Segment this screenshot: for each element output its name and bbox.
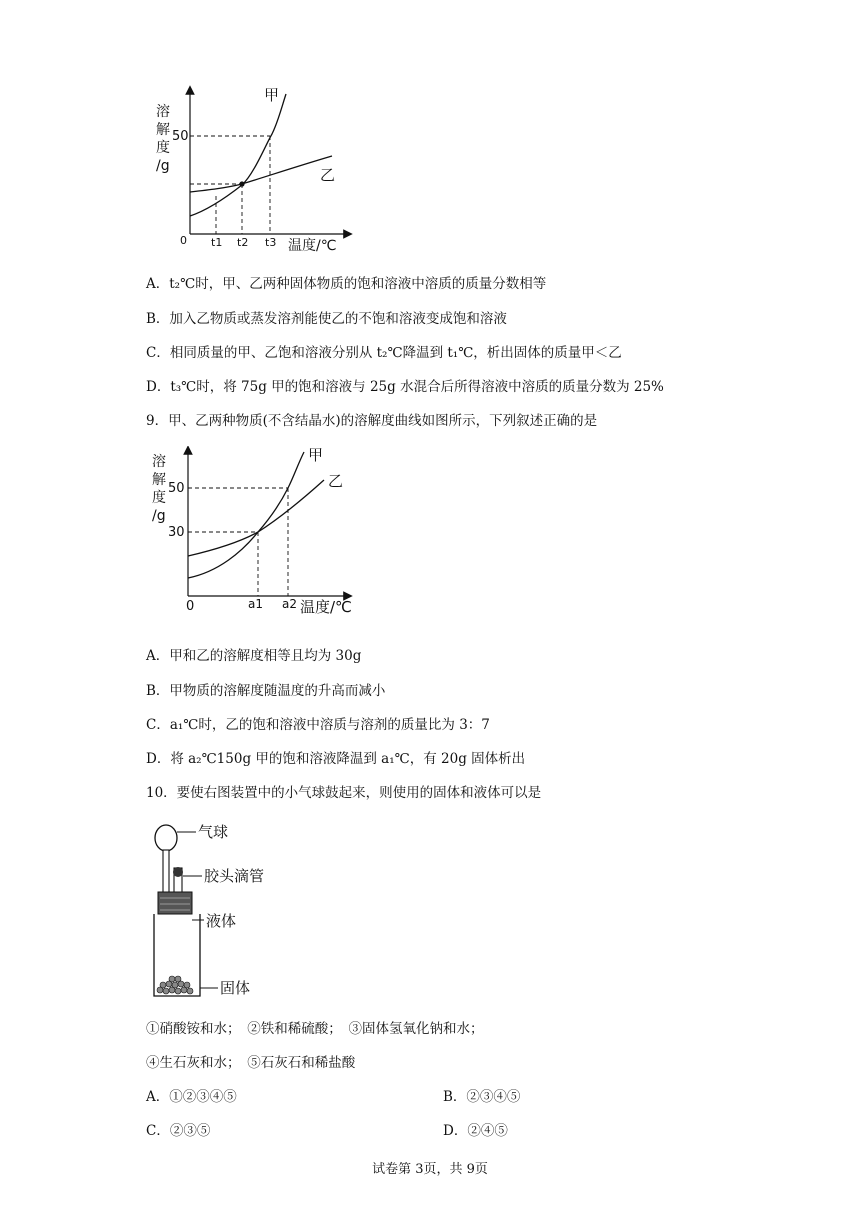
- solid-particles: [157, 976, 193, 994]
- q10-option-c: C．②③⑤: [146, 1123, 211, 1139]
- curve-yi: [188, 480, 324, 556]
- curve-jia: [190, 94, 286, 216]
- y-label-char: /g: [156, 158, 170, 174]
- q9-option-c: C．a₁℃时，乙的饱和溶液中溶质与溶剂的质量比为 3：7: [146, 717, 490, 733]
- curve-yi: [190, 156, 332, 192]
- series-label-jia: 甲: [308, 446, 324, 464]
- q8-option-b: B．加入乙物质或蒸发溶剂能使乙的不饱和溶液变成饱和溶液: [146, 311, 507, 327]
- x-tick-label: a2: [282, 597, 297, 611]
- q8-option-c: C．相同质量的甲、乙饱和溶液分别从 t₂℃降温到 t₁℃，析出固体的质量甲＜乙: [146, 345, 622, 361]
- q9-option-d: D．将 a₂℃150g 甲的饱和溶液降温到 a₁℃，有 20g 固体析出: [146, 751, 526, 767]
- solubility-chart-2: [148, 446, 358, 618]
- curve-jia: [188, 452, 304, 578]
- y-tick-label: 50: [168, 481, 185, 496]
- q10-stem: 10．要使右图装置中的小气球鼓起来，则使用的固体和液体可以是: [146, 785, 542, 801]
- y-label-char: /g: [152, 508, 166, 524]
- solubility-chart-1: [148, 84, 358, 256]
- y-label-char: 解: [156, 122, 170, 138]
- y-label-char: 度: [156, 140, 170, 156]
- stopper: [158, 892, 192, 914]
- q8-option-a: A．t₂℃时，甲、乙两种固体物质的饱和溶液中溶质的质量分数相等: [146, 276, 547, 292]
- x-axis-label: 温度/℃: [300, 598, 352, 616]
- q10-option-d: D．②④⑤: [443, 1123, 508, 1139]
- q10-choices-line-2: ④生石灰和水； ⑤石灰石和稀盐酸: [146, 1055, 356, 1071]
- series-label-jia: 甲: [264, 86, 280, 104]
- q10-option-b: B．②③④⑤: [443, 1089, 521, 1105]
- x-tick-label: a1: [248, 597, 263, 611]
- series-label-yi: 乙: [320, 166, 336, 184]
- page-footer: 试卷第 3页，共 9页: [372, 1162, 488, 1177]
- origin-label: 0: [180, 234, 187, 247]
- y-label-char: 度: [152, 490, 166, 506]
- origin-label: 0: [186, 599, 195, 614]
- intersection-point: [239, 181, 244, 186]
- label-dropper: 胶头滴管: [204, 867, 265, 885]
- label-balloon: 气球: [198, 823, 229, 841]
- q10-choices-line-1: ①硝酸铵和水； ②铁和稀硫酸； ③固体氢氧化钠和水；: [146, 1021, 484, 1037]
- q10-option-a: A．①②③④⑤: [146, 1089, 237, 1105]
- y-label-char: 解: [152, 472, 166, 488]
- label-liquid: 液体: [206, 912, 237, 930]
- label-solid: 固体: [220, 979, 251, 997]
- x-tick-label: t3: [265, 236, 277, 249]
- y-label-char: 溶: [156, 104, 170, 120]
- series-label-yi: 乙: [328, 472, 344, 490]
- y-tick-label: 30: [168, 525, 185, 540]
- y-label-char: 溶: [152, 454, 166, 470]
- q9-stem: 9．甲、乙两种物质(不含结晶水)的溶解度曲线如图所示，下列叙述正确的是: [146, 413, 598, 429]
- x-tick-label: t1: [211, 236, 223, 249]
- q9-option-a: A．甲和乙的溶解度相等且均为 30g: [146, 648, 362, 664]
- q8-option-d: D．t₃℃时，将 75g 甲的饱和溶液与 25g 水混合后所得溶液中溶质的质量分数为 25%: [146, 379, 664, 395]
- balloon: [155, 825, 177, 851]
- y-tick-label: 50: [172, 129, 189, 144]
- balloon-apparatus-figure: [146, 818, 306, 1004]
- x-tick-label: t2: [237, 236, 249, 249]
- x-axis-label: 温度/℃: [288, 238, 337, 254]
- q9-option-b: B．甲物质的溶解度随温度的升高而减小: [146, 683, 386, 699]
